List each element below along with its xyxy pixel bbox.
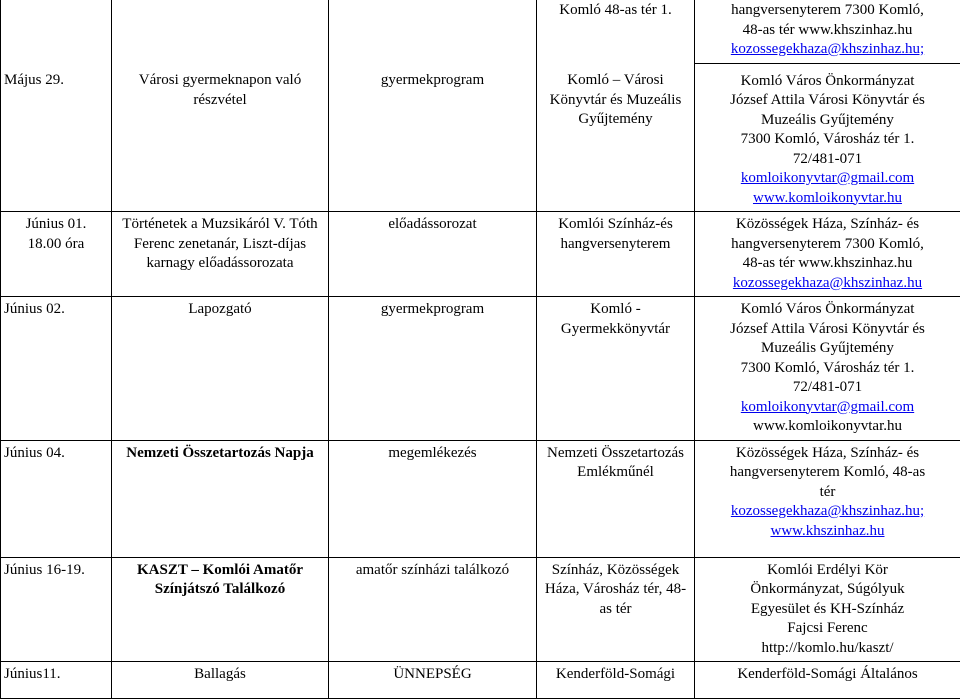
type-cell: ÜNNEPSÉG	[329, 662, 537, 699]
contact-line: hangversenyterem Komló, 48-as	[698, 463, 957, 483]
contact-cell	[695, 212, 960, 297]
table-row	[1, 0, 960, 63]
contact-line: 7300 Komló, Városház tér 1.	[698, 130, 957, 150]
type-cell	[329, 0, 537, 63]
contact-line: hangversenyterem 7300 Komló,	[698, 235, 957, 255]
date-cell: Június11.	[1, 662, 112, 699]
contact-line: Kenderföld-Somági Általános	[698, 665, 957, 685]
date-cell: Május 29.	[1, 63, 112, 212]
table-row	[1, 63, 960, 212]
contact-cell	[695, 557, 960, 662]
contact-cell	[695, 440, 960, 557]
email-link[interactable]: komloikonyvtar@gmail.com	[698, 169, 957, 189]
website-link[interactable]: www.komloikonyvtar.hu	[698, 189, 957, 209]
email-link[interactable]: kozossegekhaza@khszinhaz.hu	[698, 274, 957, 294]
location-cell	[537, 212, 695, 297]
type-cell: gyermekprogram	[329, 63, 537, 212]
contact-line: József Attila Városi Könyvtár és	[698, 91, 957, 111]
location-text: Komló 48-as tér 1.	[540, 1, 691, 21]
event-cell	[112, 557, 329, 662]
contact-line: tér	[698, 483, 957, 503]
date-cell: Június 04.	[1, 440, 112, 557]
contact-line: 7300 Komló, Városház tér 1.	[698, 359, 957, 379]
location-text: Nemzeti Összetartozás Emlékműnél	[540, 444, 691, 483]
table-row	[1, 662, 960, 699]
location-text: Színház, Közösségek Háza, Városház tér, 48-as tér	[540, 561, 691, 620]
contact-line: 48-as tér www.khszinhaz.hu	[698, 21, 957, 41]
contact-line: József Attila Városi Könyvtár és	[698, 320, 957, 340]
contact-line: 72/481-071	[698, 378, 957, 398]
email-link[interactable]: kozossegekhaza@khszinhaz.hu;	[698, 40, 957, 60]
location-text: Komló - Gyermekkönyvtár	[540, 300, 691, 339]
contact-line: Muzeális Gyűjtemény	[698, 111, 957, 131]
date-cell	[1, 212, 112, 297]
contact-line: Komló Város Önkormányzat	[698, 72, 957, 92]
contact-line: Közösségek Háza, Színház- és	[698, 215, 957, 235]
website-text: www.komloikonyvtar.hu	[698, 417, 957, 437]
type-cell: gyermekprogram	[329, 297, 537, 441]
location-cell	[537, 440, 695, 557]
email-link[interactable]: kozossegekhaza@khszinhaz.hu;	[698, 502, 957, 522]
location-text: Komló – Városi Könyvtár és Muzeális Gyűjtemény	[540, 71, 691, 130]
contact-line: Közösségek Háza, Színház- és	[698, 444, 957, 464]
date-cell	[1, 0, 112, 63]
table-row	[1, 212, 960, 297]
contact-line: Komlói Erdélyi Kör	[698, 561, 957, 581]
email-link[interactable]: komloikonyvtar@gmail.com	[698, 398, 957, 418]
table-row	[1, 440, 960, 557]
contact-line: Muzeális Gyűjtemény	[698, 339, 957, 359]
location-cell	[537, 557, 695, 662]
event-cell	[112, 212, 329, 297]
contact-line: http://komlo.hu/kaszt/	[698, 639, 957, 659]
website-link[interactable]: www.khszinhaz.hu	[698, 522, 957, 542]
contact-line: Fajcsi Ferenc	[698, 619, 957, 639]
location-text: Komlói Színház-és hangversenyterem	[540, 215, 691, 254]
table-row	[1, 297, 960, 441]
contact-cell	[695, 662, 960, 699]
contact-line: Egyesület és KH-Színház	[698, 600, 957, 620]
contact-line: Önkormányzat, Súgólyuk	[698, 580, 957, 600]
contact-cell	[695, 297, 960, 441]
event-text: Városi gyermeknapon való részvétel	[115, 71, 325, 110]
event-cell	[112, 440, 329, 557]
event-text: Nemzeti Összetartozás Napja	[115, 444, 325, 464]
contact-cell	[695, 63, 960, 212]
location-cell	[537, 0, 695, 63]
event-cell	[112, 0, 329, 63]
date-cell: Június 16-19.	[1, 557, 112, 662]
contact-line: hangversenyterem 7300 Komló,	[698, 1, 957, 21]
event-cell	[112, 63, 329, 212]
table-row	[1, 557, 960, 662]
contact-line: 72/481-071	[698, 150, 957, 170]
date-text: Június 01. 18.00 óra	[4, 215, 108, 254]
contact-line: 48-as tér www.khszinhaz.hu	[698, 254, 957, 274]
event-cell: Ballagás	[112, 662, 329, 699]
type-cell: amatőr színházi találkozó	[329, 557, 537, 662]
location-cell: Kenderföld-Somági	[537, 662, 695, 699]
event-text: Történetek a Muzsikáról V. Tóth Ferenc zenetanár, Liszt-díjas karnagy előadássorozata	[115, 215, 325, 274]
location-cell	[537, 63, 695, 212]
contact-cell	[695, 0, 960, 63]
contact-line: Komló Város Önkormányzat	[698, 300, 957, 320]
event-cell: Lapozgató	[112, 297, 329, 441]
type-cell: előadássorozat	[329, 212, 537, 297]
type-cell: megemlékezés	[329, 440, 537, 557]
date-cell: Június 02.	[1, 297, 112, 441]
event-text: KASZT – Komlói Amatőr Színjátszó Találkozó	[115, 561, 325, 600]
location-cell	[537, 297, 695, 441]
